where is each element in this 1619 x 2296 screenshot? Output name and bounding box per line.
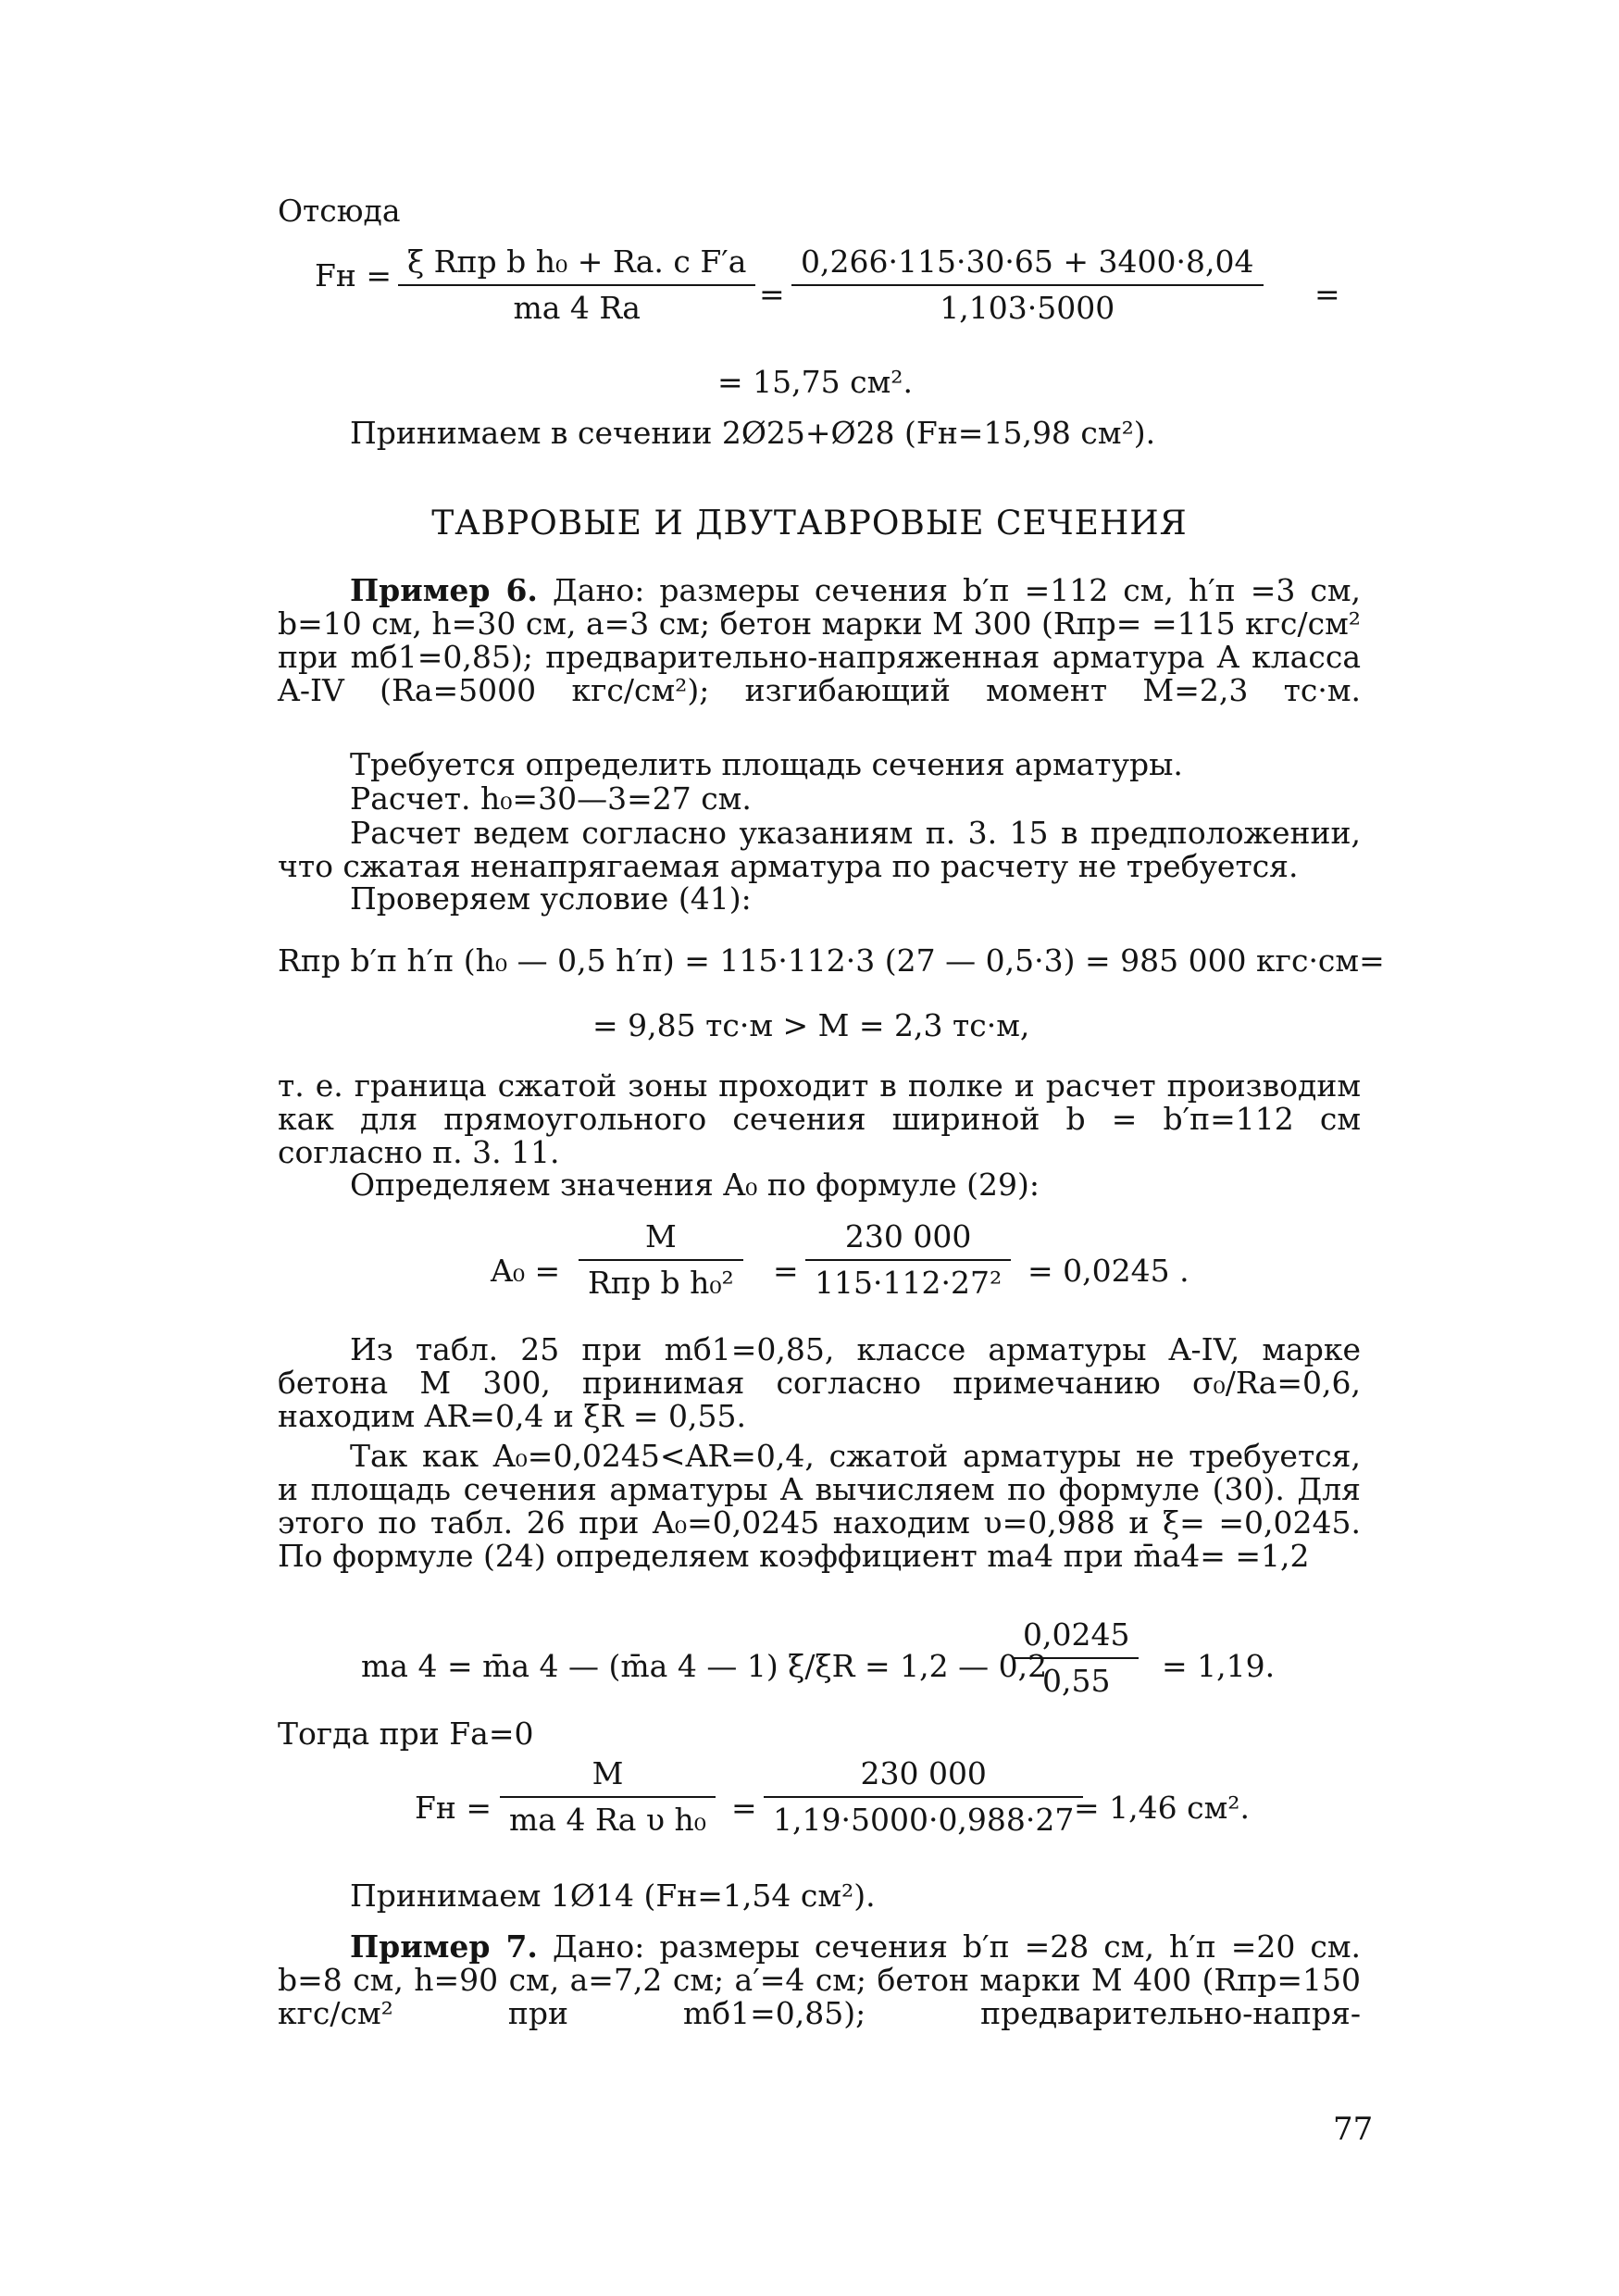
example-7-text: Дано: размеры сечения b′п =28 см, h′п =20 см. b=8 см, h=90 см, a=7,2 см; a′=4 см; бетон марки М 400 (Rпр=150 кгс/см² при mб1=0,85); предварительно-напря- [278, 1928, 1361, 2031]
formula-ma4-left: mа 4 = m̄а 4 — (m̄а 4 — 1) ξ/ξR = 1,2 — 0,2 [361, 1648, 1048, 1684]
fraction-numerator: ξ Rпр b h₀ + Rа. с F′а [398, 245, 755, 286]
text-calculation: Расчет. h₀=30—3=27 см. [350, 780, 752, 817]
fraction-numerator: 0,266·115·30·65 + 3400·8,04 [791, 245, 1264, 286]
paragraph-calculation: Расчет ведем согласно указаниям п. 3. 15 в предположении, что сжатая ненапрягаемая арматура по расчету не требуется. [278, 815, 1361, 884]
formula-fn-continuation: = [1314, 276, 1340, 312]
formula-condition-line-1: Rпр b′п h′п (h₀ — 0,5 h′п) = 115·112·3 (27 — 0,5·3) = 985 000 кгс·см= [278, 942, 1385, 979]
fraction-denominator: mа 4 Rа [513, 290, 641, 326]
formula-a0-lhs: A₀ = [491, 1253, 561, 1289]
section-heading: ТАВРОВЫЕ И ДВУТАВРОВЫЕ СЕЧЕНИЯ [431, 505, 1188, 543]
page-number: 77 [1333, 2111, 1374, 2148]
formula-a0-fraction-symbolic [579, 1220, 743, 1300]
fraction-denominator: 115·112·27² [815, 1265, 1003, 1301]
formula-ma4-result: = 1,19. [1162, 1648, 1276, 1684]
text-define-a0: Определяем значения A₀ по формуле (29): [350, 1167, 1040, 1203]
text-accept-reinforcement-2: Принимаем 1Ø14 (Fн=1,54 см²). [350, 1878, 876, 1914]
text-then: Тогда при Fа=0 [278, 1716, 534, 1752]
text-requirement: Требуется определить площадь сечения арматуры. [350, 746, 1183, 782]
formula-a0-equals: = [773, 1253, 799, 1289]
fraction-denominator: 0,55 [1041, 1663, 1111, 1699]
example-6-label: Пример 6. [350, 572, 538, 608]
fraction-numerator: 230 000 [764, 1757, 1083, 1798]
formula-a0-fraction-numeric [805, 1220, 1011, 1300]
formula-condition-line-2: = 9,85 тс·м > M = 2,3 тс·м, [592, 1007, 1030, 1043]
formula-fn2-fraction-symbolic [500, 1757, 716, 1837]
fraction-denominator: mа 4 Rа υ h₀ [509, 1802, 706, 1838]
text-check-condition: Проверяем условие (41): [350, 880, 752, 917]
text-accept-reinforcement-1: Принимаем в сечении 2Ø25+Ø28 (Fн=15,98 см²). [350, 415, 1156, 451]
formula-ma4-fraction [1014, 1618, 1139, 1698]
fraction-numerator: 0,0245 [1014, 1618, 1139, 1659]
fraction-numerator: M [500, 1757, 716, 1798]
formula-fn-fraction-symbolic [398, 245, 755, 325]
paragraph-compressed-zone: т. е. граница сжатой зоны проходит в полке и расчет производим как для прямоугольного сечения шириной b = b′п=112 см согласно п. 3. 11. [278, 1067, 1361, 1170]
formula-fn2-result: = 1,46 см². [1074, 1790, 1250, 1826]
fraction-denominator: 1,103·5000 [940, 290, 1115, 326]
example-6-text: Дано: размеры сечения b′п =112 см, h′п =3 см, b=10 см, h=30 см, a=3 см; бетон марки М 300 (Rпр= =115 кгс/см² при mб1=0,85); предварительно-напряженная арматура A класса A-IV (Rа=5000 кгс/см²); изгибающий момент M=2,3 тс·м. [278, 572, 1361, 708]
paragraph-table-25: Из табл. 25 при mб1=0,85, классе арматуры A-IV, марке бетона М 300, принимая согласно примечанию σ₀/Rа=0,6, находим AR=0,4 и ξR = 0,55. [278, 1331, 1361, 1434]
example-6-paragraph [278, 574, 1361, 707]
formula-a0-result: = 0,0245 . [1027, 1253, 1189, 1289]
fraction-denominator: Rпр b h₀² [588, 1265, 734, 1301]
paragraph-since: Так как A₀=0,0245<AR=0,4, сжатой арматуры не требуется, и площадь сечения арматуры A вычисляем по формуле (30). Для этого по табл. 26 при A₀=0,0245 находим υ=0,988 и ξ= =0,0245. По формуле (24) определяем коэффициент mа4 при m̄а4= =1,2 [278, 1438, 1361, 1574]
fraction-numerator: M [579, 1220, 743, 1261]
fraction-numerator: 230 000 [805, 1220, 1011, 1261]
formula-fn-equals: = [759, 276, 785, 312]
text-otsyuda: Отсюда [278, 193, 401, 229]
fraction-denominator: 1,19·5000·0,988·27 [773, 1802, 1075, 1838]
formula-fn-fraction-numeric [791, 245, 1264, 325]
formula-fn2-lhs: Fн = [415, 1790, 492, 1826]
formula-fn2-equals: = [731, 1790, 757, 1826]
example-7-paragraph [278, 1930, 1361, 2030]
formula-fn-lhs: Fн = [315, 257, 392, 293]
formula-fn2-fraction-numeric [764, 1757, 1083, 1837]
formula-fn-result: = 15,75 см². [717, 364, 913, 400]
example-7-label: Пример 7. [350, 1928, 538, 1965]
